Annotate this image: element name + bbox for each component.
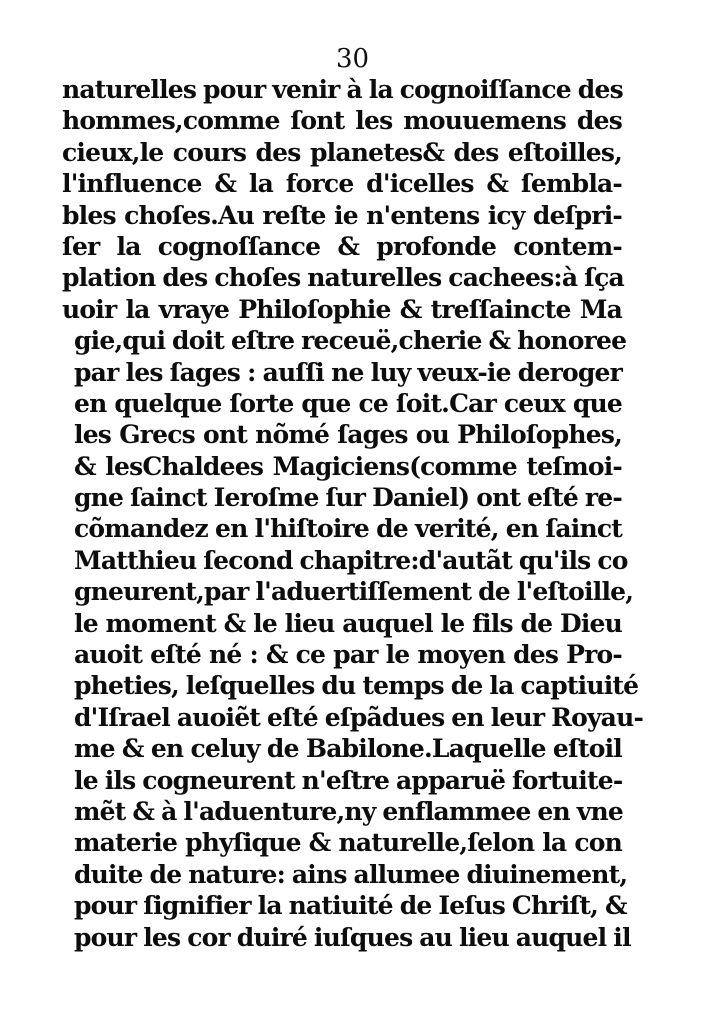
text-line: gneurent,par l'aduertiſſement de l'eſtoille,: [74, 577, 634, 607]
text-line: materie phyſique & naturelle,ſelon la con: [74, 828, 622, 858]
body-text: [62, 74, 644, 953]
text-line: Matthieu ſecond chapitre:d'autãt qu'ils co: [74, 545, 628, 575]
text-line: me & en celuy de Babilone.Laquelle eſtoil: [74, 734, 622, 764]
text-line: pour les cor duiré iuſques au lieu auquel il: [74, 922, 631, 952]
text-line: pheties, leſquelles du temps de la captiuité: [74, 671, 639, 701]
page-number: 30: [335, 44, 370, 74]
text-line: cõmandez en l'hiſtoire de verité, en ſainct: [74, 514, 622, 544]
text-line: naturelles pour venir à la cognoiſſance des: [62, 75, 623, 104]
text-line: gne ſainct Ieroſme ſur Daniel) ont eſté re-: [74, 483, 622, 513]
text-line: auoit eſté né : & ce par le moyen des Pro-: [74, 640, 622, 670]
text-line: l'influence & la force d'icelles & ſembla-: [62, 169, 622, 199]
text-line: les Grecs ont nõmé ſages ou Philoſophes,: [74, 420, 622, 450]
text-line: mẽt & à l'aduenture,ny enflammee en vne: [74, 796, 623, 826]
text-line: cieux,le cours des planetes& des eſtoilles,: [62, 137, 622, 167]
text-line: uoir la vraye Philoſophie & treſſaincte Ma: [62, 294, 622, 324]
text-line: le moment & le lieu auquel le fils de Dieu: [74, 608, 622, 638]
text-line: pour ſignifier la natiuité de Ieſus Chriſt, &: [74, 891, 627, 921]
text-line: d'Iſrael auoiẽt eſté eſpãdues en leur Royau-: [74, 702, 644, 732]
text-line: hommes,comme ſont les mouuemens des: [62, 106, 622, 136]
text-line: duite de nature: ains allumee diuinement,: [74, 859, 628, 889]
text-line: le ils cogneurent n'eſtre apparuë fortuite-: [74, 765, 623, 795]
text-line: & lesChaldees Magiciens(comme teſmoi-: [74, 451, 622, 481]
text-line: plation des choſes naturelles cachees:à ſça: [62, 263, 624, 293]
text-line: gie,qui doit eſtre receuë,cherie & honoree: [74, 326, 627, 356]
text-line: ſer la cognoſſance & profonde contem-: [62, 231, 622, 261]
text-line: bles choſes.Au reſte ie n'entens icy deſpri-: [62, 200, 622, 230]
text-line: par les ſages : auſſi ne luy veux-ie deroger: [74, 357, 622, 387]
text-line: en quelque ſorte que ce ſoit.Car ceux que: [74, 388, 622, 418]
